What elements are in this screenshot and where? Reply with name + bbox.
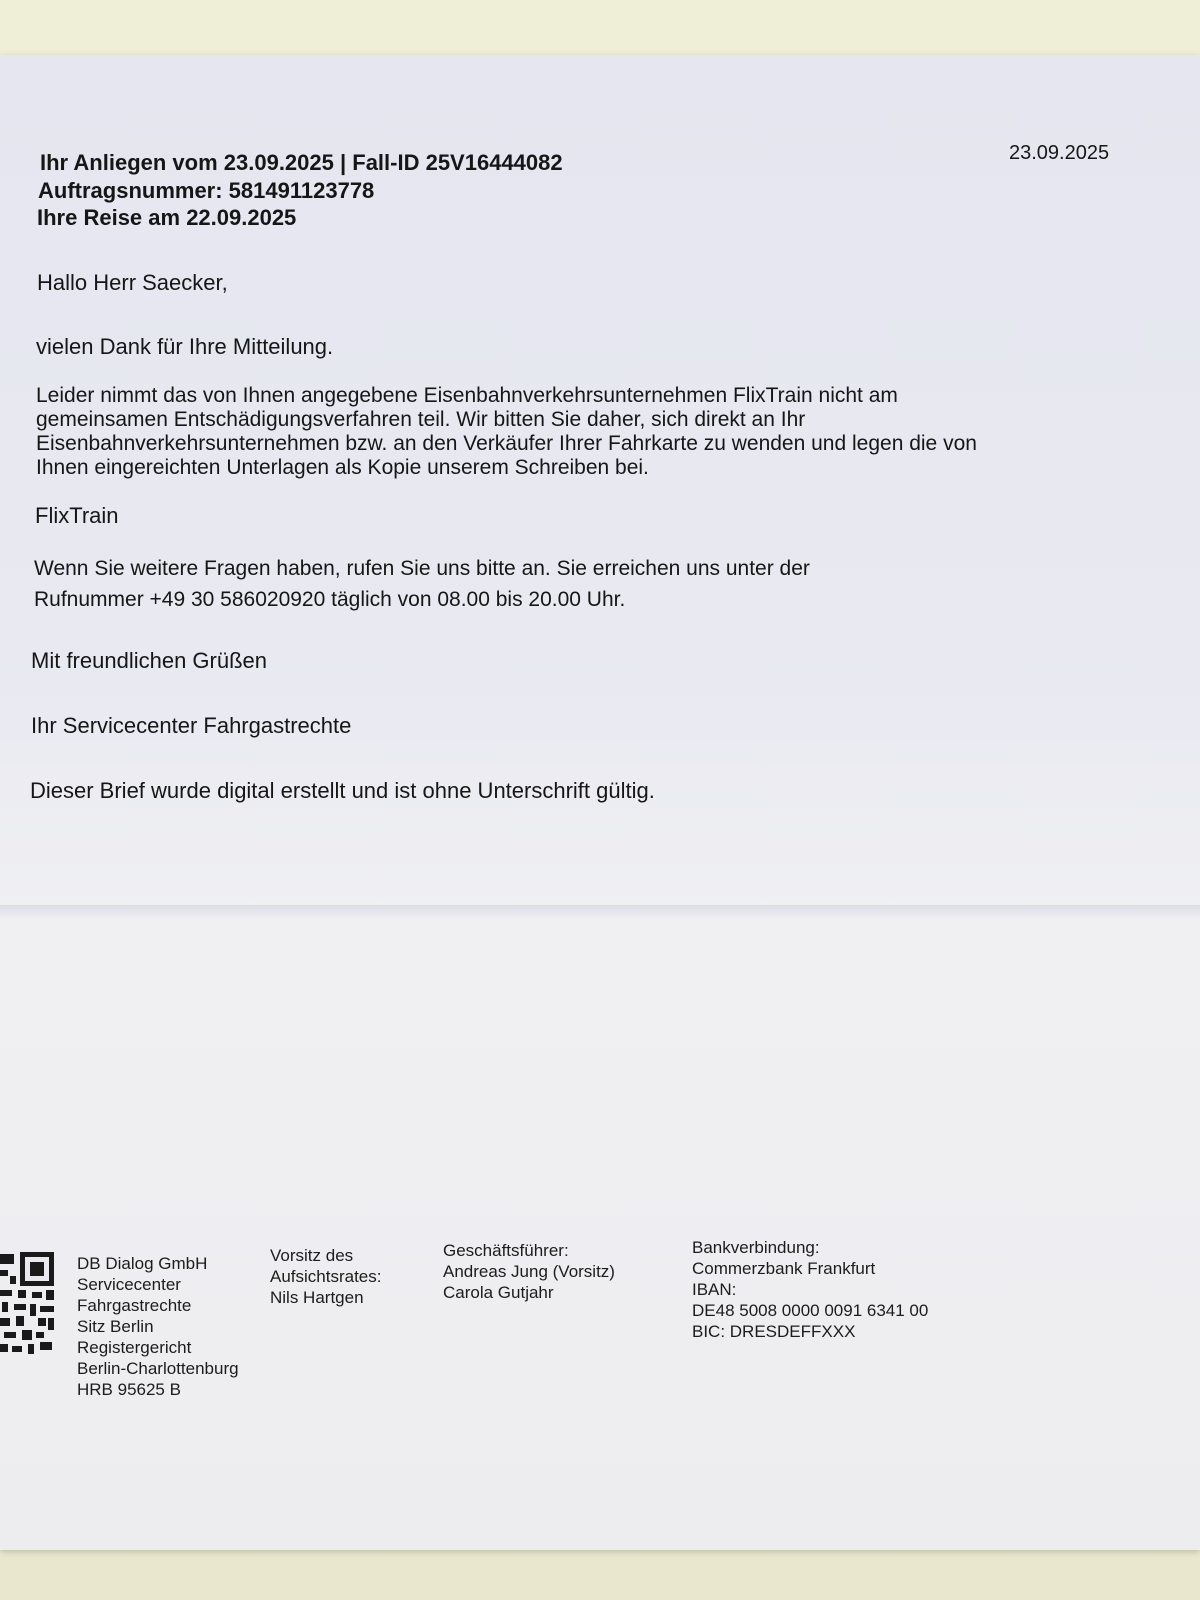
header-line-2: Auftragsnummer: 581491123778	[38, 178, 375, 203]
footer-board-line: Aufsichtsrates:	[270, 1267, 382, 1286]
footer-company-line: Registergericht	[77, 1338, 192, 1357]
body-line: Leider nimmt das von Ihnen angegebene Eisenbahnverkehrsunternehmen FlixTrain nicht am	[36, 384, 898, 407]
signature: Ihr Servicecenter Fahrgastrechte	[31, 713, 352, 738]
footer-management-block	[443, 1240, 615, 1303]
body-paragraph	[36, 384, 1126, 480]
footer-bank-line: IBAN:	[692, 1280, 737, 1299]
footer-board-block	[270, 1245, 382, 1308]
body-line: Eisenbahnverkehrsunternehmen bzw. an den Verkäufer Ihrer Fahrkarte zu wenden und legen die von	[36, 432, 977, 455]
footer-company-line: Sitz Berlin	[77, 1317, 154, 1336]
contact-line: Rufnummer +49 30 586020920 täglich von 08.00 bis 20.00 Uhr.	[34, 588, 626, 611]
footer-bank-line: DE48 5008 0000 0091 6341 00	[692, 1301, 929, 1320]
footer-company-line: DB Dialog GmbH	[77, 1254, 208, 1273]
digital-note: Dieser Brief wurde digital erstellt und ist ohne Unterschrift gültig.	[30, 778, 655, 803]
footer-management-line: Carola Gutjahr	[443, 1283, 554, 1302]
closing: Mit freundlichen Grüßen	[31, 648, 267, 673]
greeting: Hallo Herr Saecker,	[37, 270, 228, 295]
letter-date: 23.09.2025	[1009, 142, 1110, 164]
footer-company-line: HRB 95625 B	[77, 1380, 181, 1399]
contact-paragraph	[34, 553, 1124, 615]
footer-board-line: Nils Hartgen	[270, 1288, 364, 1307]
paper-fold	[0, 905, 1200, 919]
body-line: Ihnen eingereichten Unterlagen als Kopie unserem Schreiben bei.	[36, 456, 649, 479]
footer-bank-line: Commerzbank Frankfurt	[692, 1259, 876, 1278]
footer-company-block	[77, 1253, 239, 1400]
footer-bank-block	[692, 1237, 928, 1342]
body-line: gemeinsamen Entschädigungsverfahren teil. Wir bitten Sie daher, sich direkt an Ihr	[36, 408, 806, 431]
company-name: FlixTrain	[35, 503, 119, 528]
footer-management-line: Geschäftsführer:	[443, 1241, 569, 1260]
footer-company-line: Servicecenter	[77, 1275, 181, 1294]
contact-line: Wenn Sie weitere Fragen haben, rufen Sie uns bitte an. Sie erreichen uns unter der	[34, 557, 810, 580]
qr-code-icon	[0, 1250, 56, 1360]
footer-bank-line: Bankverbindung:	[692, 1238, 820, 1257]
footer-board-line: Vorsitz des	[270, 1246, 354, 1265]
header-line-1: Ihr Anliegen vom 23.09.2025 | Fall-ID 25V16444082	[40, 150, 563, 175]
footer-management-line: Andreas Jung (Vorsitz)	[443, 1262, 615, 1281]
footer-company-line: Berlin-Charlottenburg	[77, 1359, 239, 1378]
header-line-3: Ihre Reise am 22.09.2025	[37, 205, 297, 230]
footer-company-line: Fahrgastrechte	[77, 1296, 192, 1315]
footer-bank-line: BIC: DRESDEFFXXX	[692, 1322, 856, 1341]
thanks-text: vielen Dank für Ihre Mitteilung.	[36, 334, 334, 359]
